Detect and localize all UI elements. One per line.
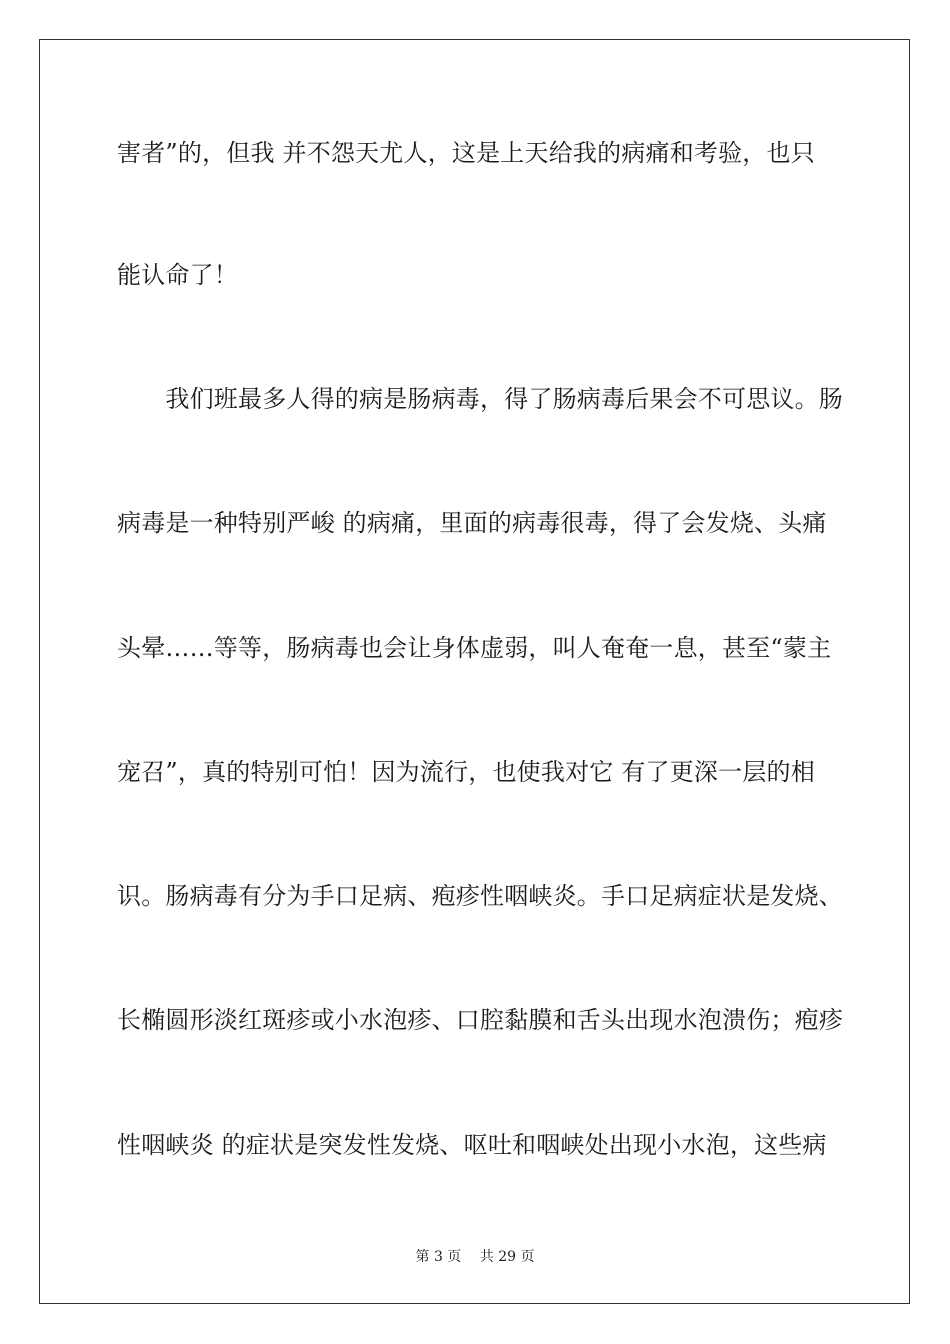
text-line: 我们班最多人得的病是肠病毒，得了肠病毒后果会不可思议。肠 [117,385,843,413]
text-line: 识。肠病毒有分为手口足病、疱疹性咽峡炎。手口足病症状是发烧、 [117,882,843,910]
page-number-footer: 第 3 页 共 29 页 [415,1249,535,1265]
text-line: 头晕……等等，肠病毒也会让身体虚弱，叫人奄奄一息，甚至“蒙主 [117,634,832,662]
text-line: 性咽峡炎 的症状是突发性发烧、呕吐和咽峡处出现小水泡，这些病 [117,1131,827,1159]
text-line: 长椭圆形淡红斑疹或小水泡疹、口腔黏膜和舌头出现水泡溃伤；疱疹 [117,1006,843,1034]
text-line: 病毒是一种特别严峻 的病痛，里面的病毒很毒，得了会发烧、头痛 [117,509,827,537]
text-line: 宠召”，真的特别可怕！因为流行，也使我对它 有了更深一层的相 [117,758,815,786]
text-line: 能认命了！ [117,261,238,289]
page-border [39,39,910,1304]
text-line: 害者”的，但我 并不怨天尤人，这是上天给我的病痛和考验，也只 [117,139,815,167]
